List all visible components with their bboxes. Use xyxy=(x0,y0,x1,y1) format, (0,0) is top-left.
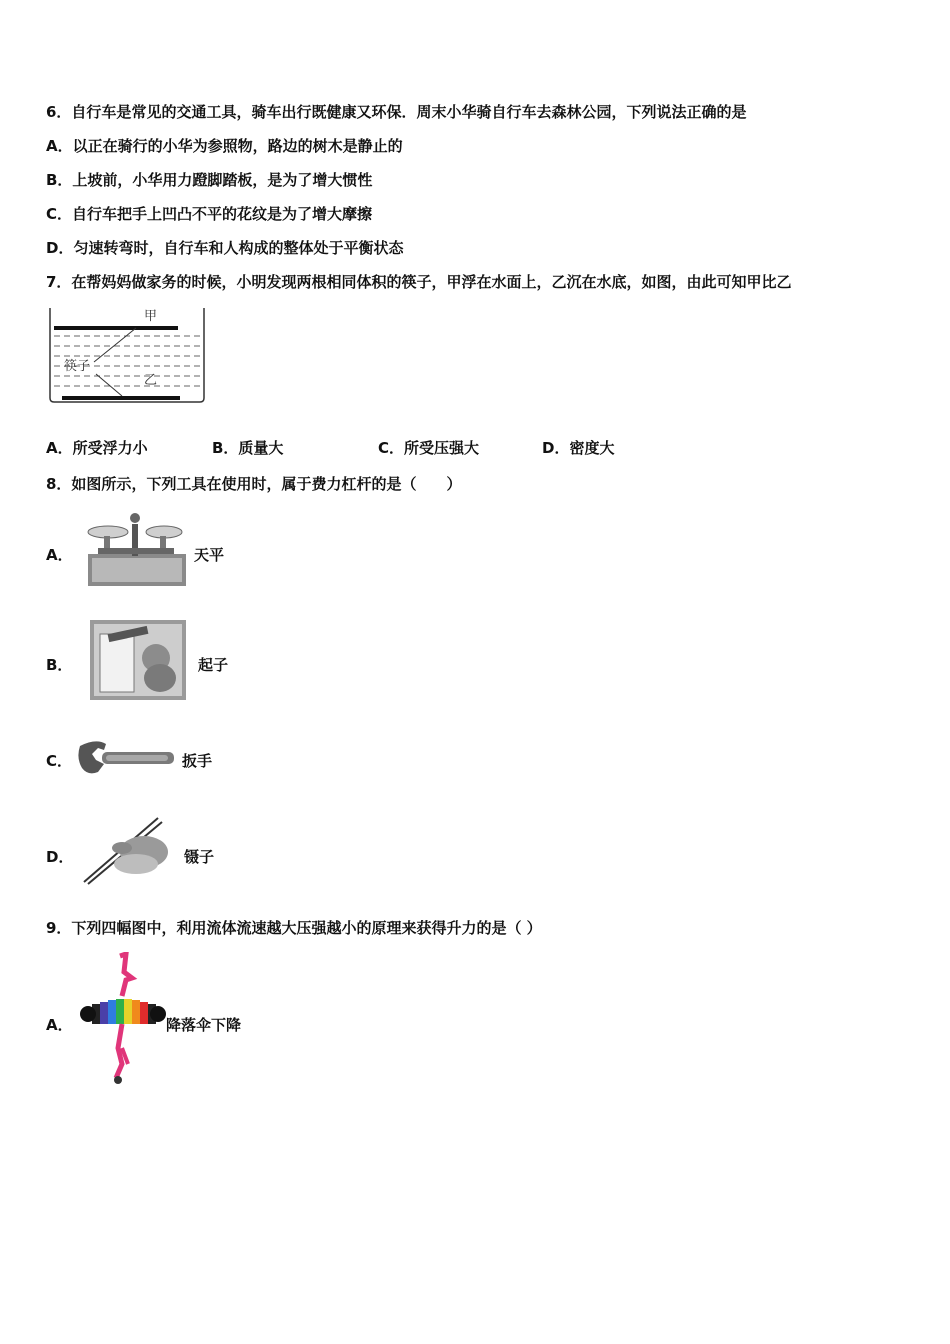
bottle-opener-icon xyxy=(90,620,186,700)
q7-option-a: A．所受浮力小 xyxy=(46,439,148,457)
q8-item-a-letter: A． xyxy=(46,546,73,564)
q8-item-c-letter: C． xyxy=(46,752,73,770)
q8-item-d-label: 镊子 xyxy=(184,848,215,866)
q7-stem: 7．在帮妈妈做家务的时候，小明发现两根相同体积的筷子，甲浮在水面上，乙沉在水底，如图，由此可知甲比乙 xyxy=(46,273,792,291)
q7-option-d: D．密度大 xyxy=(542,439,615,457)
chopstick-yi xyxy=(62,396,180,400)
q6-option-c: C．自行车把手上凹凸不平的花纹是为了增大摩擦 xyxy=(46,205,373,223)
label-jia: 甲 xyxy=(144,309,158,324)
chopsticks-in-water-figure xyxy=(44,302,210,408)
q8-stem: 8．如图所示，下列工具在使用时，属于费力杠杆的是（ ） xyxy=(46,475,462,493)
q6-option-b: B．上坡前，小华用力蹬脚踏板，是为了增大惯性 xyxy=(46,171,373,189)
q8-item-d-letter: D． xyxy=(46,848,74,866)
q6-stem: 6．自行车是常见的交通工具，骑车出行既健康又环保．周末小华骑自行车去森林公园，下列说法正确的是 xyxy=(46,103,747,121)
label-kuaizi: 筷子 xyxy=(64,359,91,374)
balance-scale-icon xyxy=(84,510,190,588)
q9-item-a-label: 降落伞下降 xyxy=(166,1016,242,1034)
q7-option-b: B．质量大 xyxy=(212,439,284,457)
q6-option-d: D．匀速转弯时，自行车和人构成的整体处于平衡状态 xyxy=(46,239,404,257)
q8-item-c-label: 扳手 xyxy=(182,752,213,770)
q8-item-b-label: 起子 xyxy=(198,656,229,674)
wrench-icon xyxy=(74,736,178,780)
q6-option-a: A．以正在骑行的小华为参照物，路边的树木是静止的 xyxy=(46,137,403,155)
parachute-icon xyxy=(76,952,166,1086)
q9-stem: 9．下列四幅图中，利用流体流速越大压强越小的原理来获得升力的是（ ） xyxy=(46,919,542,937)
label-yi: 乙 xyxy=(144,373,158,388)
tweezers-icon xyxy=(78,812,178,888)
chopstick-jia xyxy=(54,326,178,330)
q8-item-b-letter: B． xyxy=(46,656,73,674)
q9-item-a-letter: A． xyxy=(46,1016,73,1034)
q8-item-a-label: 天平 xyxy=(194,546,225,564)
q7-option-c: C．所受压强大 xyxy=(378,439,480,457)
